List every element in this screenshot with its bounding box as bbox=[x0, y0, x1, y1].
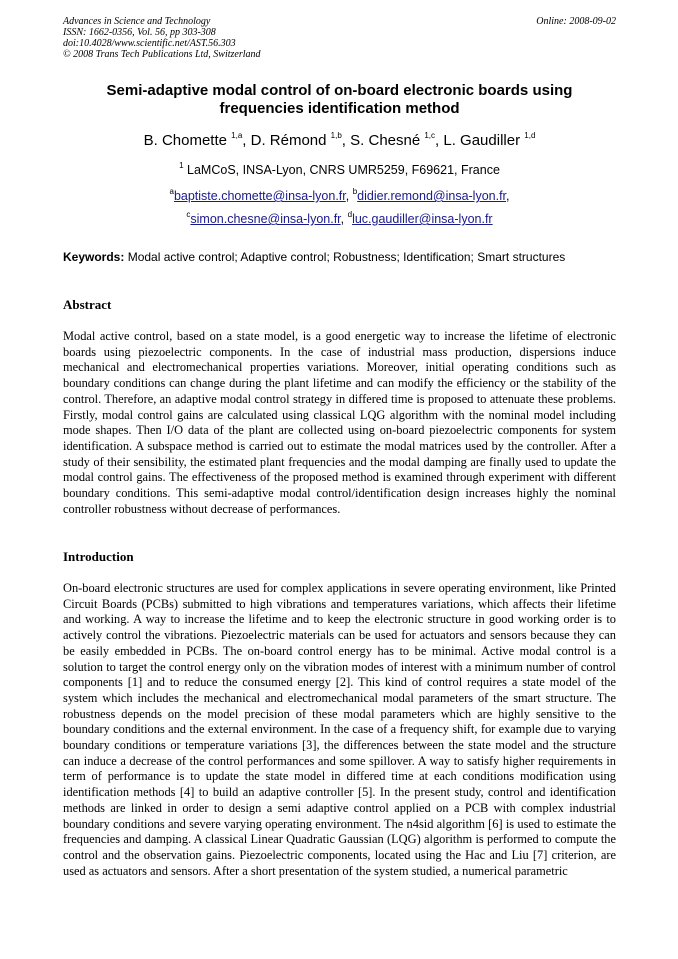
issn-line: ISSN: 1662-0356, Vol. 56, pp 303-308 bbox=[63, 27, 216, 38]
author-superscript: 1,c bbox=[424, 131, 436, 140]
author-list: B. Chomette $^{1,a}$, D. Rémond $^{1,b}$, S. Chesné $^{1,c}$, L. Gaudiller $^{1,d}$ bbox=[143, 131, 536, 149]
author-superscript: 1,b bbox=[330, 131, 342, 140]
email-superscript: d bbox=[347, 209, 353, 219]
paper-title: Semi-adaptive modal control of on-board electronic boards using frequencies identification method bbox=[106, 82, 573, 117]
email-block bbox=[63, 185, 616, 231]
email-superscript: b bbox=[352, 186, 358, 196]
journal-name: Advances in Science and Technology bbox=[63, 16, 211, 27]
email-superscript: a bbox=[169, 186, 174, 196]
author-name: S. Chesné bbox=[350, 132, 421, 149]
affiliation bbox=[63, 162, 616, 178]
author-name: B. Chomette bbox=[143, 132, 227, 149]
introduction-text: On-board electronic structures are used for complex applications in severe operating environment, like Printed Circuit Boards (PCBs) submitted to high vibrations and temperatures variations, which affects their lifetime and working. A way to increase the lifetime and to keep the electronic structure in good working order is to actively control the vibrations. Piezoelectric materials can be used for actuators and sensors because they can be easily embedded in PCBs. The on-board control energy has to be minimal. Active modal control is a solution to target the control energy only on the vibration modes of interest with a minimum number of control components [1] and to reduce the consumed energy [2]. This kind of control requires a state model of the system which includes the mechanical and electromechanical modal parameters of the smart structure. The robustness depends on the model precision of these modal parameters which are highly sensitive to the boundary conditions and the external environment. In the case of a frequency shift, for example due to varying boundary conditions or temperature variations [3], the differences between the state model and the structure can induce a decrease of the control performances and some spillover. A way to satisfy higher requirements in term of performance is to update the state model in differed time at each conditions modification using identification methods [4] to build an adaptive controller [5]. In the present study, control and identification methods are linked in order to design a semi adaptive control applied on a PCB with complex industrial boundary conditions and severe varying operating environment. The n4sid algorithm [6] is used to estimate the frequencies and damping. A classical Linear Quadratic Gaussian (LQG) algorithm is performed to compute the control and the observation gains. Piezoelectric components, located using the Hac and Liu [7] criterion, are used as actuators and sensors. After a short presentation of the system studied, a numerical parametric bbox=[63, 581, 616, 878]
introduction-heading: Introduction bbox=[63, 549, 134, 564]
copyright-line: © 2008 Trans Tech Publications Ltd, Switzerland bbox=[63, 49, 261, 60]
affiliation-text: LaMCoS, INSA-Lyon, CNRS UMR5259, F69621, France bbox=[187, 163, 500, 177]
keywords-label: Keywords: bbox=[63, 250, 125, 264]
abstract-heading: Abstract bbox=[63, 297, 112, 312]
author-superscript: 1,a bbox=[231, 131, 243, 140]
author-superscript: 1,d bbox=[524, 131, 536, 140]
email-superscript: c bbox=[186, 209, 191, 219]
abstract-text: Modal active control, based on a state model, is a good energetic way to increase the lifetime of electronic boards using piezoelectric components. In the case of industrial mass production, dispersions induce mechanical and electromechanical properties variations. Moreover, initial operating conditions such as boundary conditions can change during the plant lifetime and can modify the efficiency or the stability of the control. Therefore, an adaptive modal control strategy in differed time is proposed to attenuate these problems. Firstly, modal control gains are calculated using classical LQG algorithm with the nominal model including mode shapes. Then I/O data of the plant are collected using on-board piezoelectric components for system identification. A subspace method is carried out to estimate the modal matrices used by the controller. After a study of their sensibility, the estimated plant frequencies and the modal damping are finally used to update the modal control gains. The effectiveness of the proposed method is examined through experiment with different boundary conditions. This semi-adaptive modal control/identification design increases highly the nominal controller robustness without decrease of performances. bbox=[63, 329, 616, 516]
email-link[interactable]: luc.gaudiller@insa-lyon.fr bbox=[352, 212, 493, 226]
keywords bbox=[63, 250, 616, 265]
email-line: $^c$simon.chesne@insa-lyon.fr, $^d$luc.gaudiller@insa-lyon.fr bbox=[186, 209, 493, 226]
email-link[interactable]: baptiste.chomette@insa-lyon.fr bbox=[173, 189, 346, 203]
email-link[interactable]: didier.remond@insa-lyon.fr bbox=[357, 189, 507, 203]
author-name: L. Gaudiller bbox=[443, 132, 521, 149]
online-date: Online: 2008-09-02 bbox=[536, 16, 616, 27]
email-link[interactable]: simon.chesne@insa-lyon.fr bbox=[190, 212, 341, 226]
keywords-text: Modal active control; Adaptive control; Robustness; Identification; Smart structures bbox=[127, 250, 566, 264]
doi-line: doi:10.4028/www.scientific.net/AST.56.303 bbox=[63, 38, 236, 49]
author-name: D. Rémond bbox=[250, 132, 327, 149]
journal-header bbox=[63, 16, 616, 60]
email-line: $^a$baptiste.chomette@insa-lyon.fr, $^b$didier.remond@insa-lyon.fr, bbox=[169, 186, 510, 203]
affiliation-superscript: 1 bbox=[179, 160, 184, 170]
